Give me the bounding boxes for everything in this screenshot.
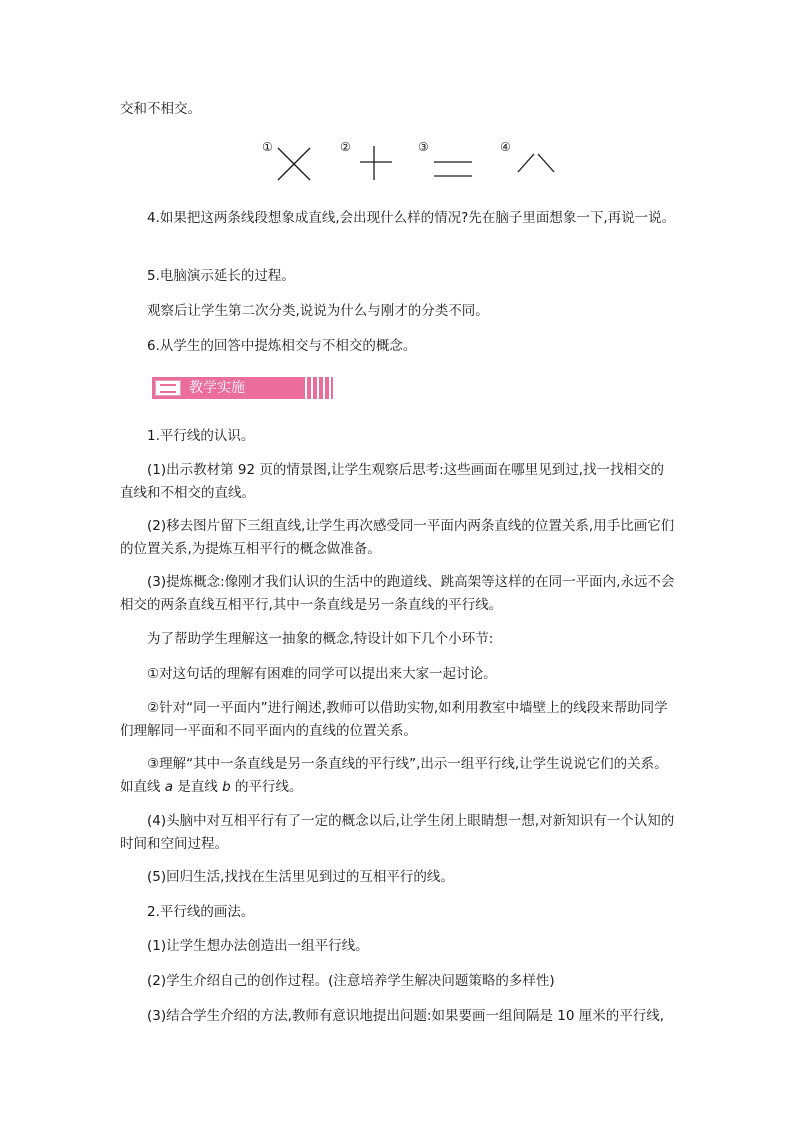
- paragraph-step-6: 6.从学生的回答中提炼相交与不相交的概念。: [147, 338, 417, 354]
- heading-stripes: [305, 377, 333, 399]
- paragraph-drawing-1: (1)让学生想办法创造出一组平行线。: [147, 938, 369, 954]
- text-run: ③理解“其中一条直线是另一条直线的平行线”,出示一组平行线,让学生说说它们的关系。如直线: [120, 756, 668, 795]
- paragraph-design-intro: 为了帮助学生理解这一抽象的概念,特设计如下几个小环节:: [147, 631, 494, 647]
- paragraph-step-5: 5.电脑演示延长的过程。: [147, 268, 295, 284]
- section-heading-banner: [152, 377, 333, 399]
- figure-number: ③: [418, 140, 429, 154]
- crossing-x-icon: [274, 144, 314, 184]
- paragraph-item-1: (1)出示教材第 92 页的情景图,让学生观察后思考:这些画面在哪里见到过,找一找相交的直线和不相交的直线。: [120, 462, 665, 501]
- paragraph-item-4: (4)头脑中对互相平行有了一定的概念以后,让学生闭上眼睛想一想,对新知识有一个认知的时间和空间过程。: [120, 813, 675, 852]
- text-run: 是直线: [173, 779, 223, 795]
- variable-b: b: [222, 779, 231, 795]
- text-run: 的平行线。: [230, 779, 303, 795]
- paragraph-item-3: (3)提炼概念:像刚才我们认识的生活中的跑道线、跳高架等这样的在同一平面内,永远不会相交的两条直线互相平行,其中一条直线是另一条直线的平行线。: [120, 574, 675, 613]
- section-number-two-icon: [155, 380, 181, 396]
- line-figures: [262, 140, 562, 190]
- paragraph-intro-tail: 交和不相交。: [120, 101, 201, 117]
- figure-number: ④: [500, 140, 511, 154]
- paragraph-circle-2: ②针对“同一平面内”进行阐述,教师可以借助实物,如利用教室中墙壁上的线段来帮助同学们理解同一平面和不同平面内的直线的位置关系。: [120, 700, 668, 739]
- paragraph-drawing-3: (3)结合学生介绍的方法,教师有意识地提出问题:如果要画一组间隔是 10 厘米的平行线,: [147, 1008, 665, 1024]
- paragraph-item-2: (2)移去图片留下三组直线,让学生再次感受同一平面内两条直线的位置关系,用手比画它们的位置关系,为提炼互相平行的概念做准备。: [120, 518, 675, 557]
- parallel-lines-icon: [430, 144, 476, 184]
- paragraph-circle-1: ①对这句话的理解有困难的同学可以提出来大家一起讨论。: [147, 666, 497, 682]
- paragraph-step-4: 4.如果把这两条线段想象成直线,会出现什么样的情况?先在脑子里面想象一下,再说一说。: [147, 210, 676, 226]
- variable-a: a: [164, 779, 174, 795]
- paragraph-item-5: (5)回归生活,找找在生活里见到过的互相平行的线。: [147, 869, 454, 885]
- paragraph-observe: 观察后让学生第二次分类,说说为什么与刚才的分类不同。: [147, 303, 489, 319]
- open-angle-icon: [512, 144, 558, 184]
- paragraph-drawing-2: (2)学生介绍自己的创作过程。(注意培养学生解决问题策略的多样性): [147, 973, 555, 989]
- section-heading-title: 教学实施: [189, 380, 245, 396]
- figure-number: ②: [340, 140, 351, 154]
- plus-cross-icon: [352, 144, 392, 184]
- paragraph-parallel-intro: 1.平行线的认识。: [147, 428, 255, 444]
- paragraph-drawing-intro: 2.平行线的画法。: [147, 904, 255, 920]
- figure-number: ①: [262, 140, 273, 154]
- paragraph-circle-3: [120, 753, 676, 799]
